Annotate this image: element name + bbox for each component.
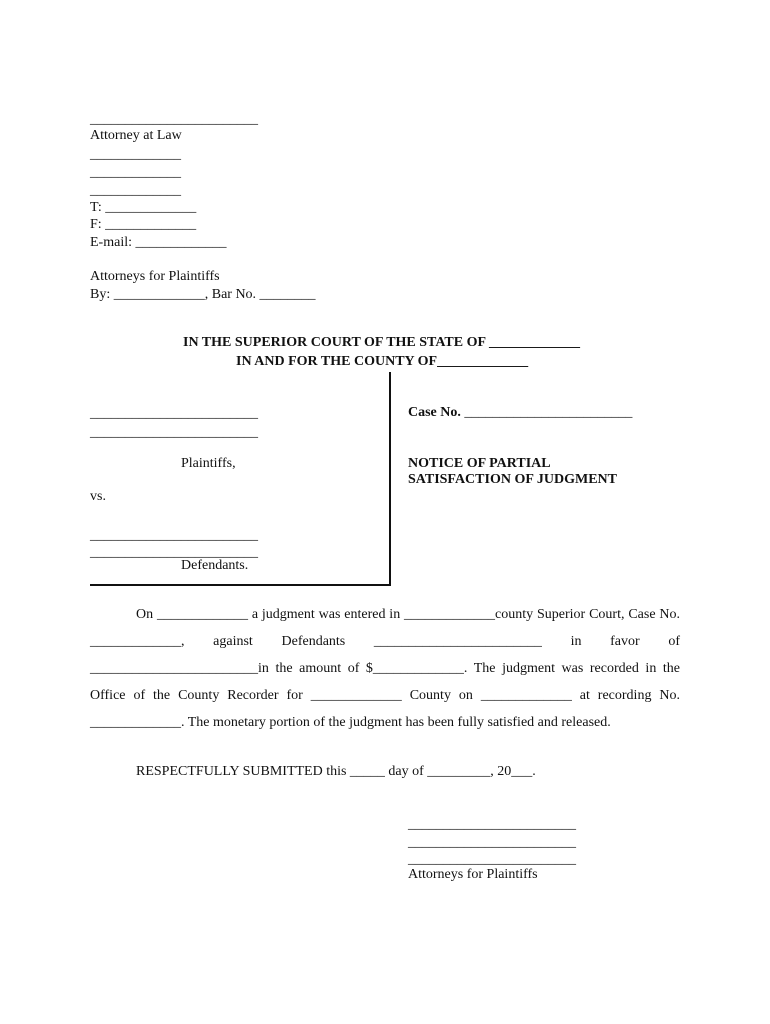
- defendant-blank-2: ________________________: [90, 545, 258, 560]
- body-paragraph-text: On _____________ a judgment was entered in _____________county Superior Court, Case No. _____________, against Defendants ________________________ in favor of ________________________in the amount of $_____________. The judgment was recorded in the Office of the County Recorder for _____________ County on _____________ at recording No. _____________. The monetary portion of the judgment has been fully satisfied and released.: [90, 607, 680, 730]
- document-title-line-2: SATISFACTION OF JUDGMENT: [408, 472, 617, 487]
- signature-blank-1: ________________________: [408, 817, 576, 832]
- signature-label: Attorneys for Plaintiffs: [408, 867, 538, 882]
- case-number-blank: ________________________: [464, 405, 633, 420]
- caption-vertical-rule: [389, 372, 391, 585]
- defendant-blank-1: ________________________: [90, 528, 258, 543]
- plaintiffs-label: Plaintiffs,: [181, 456, 236, 471]
- address-line-1: _____________: [90, 147, 181, 162]
- defendants-label: Defendants.: [181, 558, 249, 573]
- attorneys-for-label: Attorneys for Plaintiffs: [90, 269, 220, 284]
- address-line-3: _____________: [90, 183, 181, 198]
- document-title-line-1: NOTICE OF PARTIAL: [408, 456, 551, 471]
- respectfully-submitted-line: RESPECTFULLY SUBMITTED this _____ day of _________, 20___.: [136, 764, 536, 779]
- plaintiff-blank-1: ________________________: [90, 406, 258, 421]
- fax-line: F: _____________: [90, 217, 197, 232]
- court-heading-line-2: IN AND FOR THE COUNTY OF_____________: [236, 354, 529, 369]
- caption-horizontal-rule: [90, 584, 391, 586]
- body-paragraph: [90, 601, 680, 736]
- vs-label: vs.: [90, 489, 106, 504]
- phone-line: T: _____________: [90, 200, 197, 215]
- court-heading-line-1: IN THE SUPERIOR COURT OF THE STATE OF _____________: [183, 335, 581, 350]
- by-bar-line: By: _____________, Bar No. ________: [90, 287, 316, 302]
- attorney-title: Attorney at Law: [90, 128, 182, 143]
- signature-blank-2: ________________________: [408, 835, 576, 850]
- case-number-line: [408, 404, 632, 421]
- plaintiff-blank-2: ________________________: [90, 425, 258, 440]
- email-line: E-mail: _____________: [90, 235, 227, 250]
- address-line-2: _____________: [90, 165, 181, 180]
- case-number-label: Case No.: [408, 405, 461, 420]
- signature-blank-3: ________________________: [408, 852, 576, 867]
- attorney-name-blank: ________________________: [90, 112, 258, 127]
